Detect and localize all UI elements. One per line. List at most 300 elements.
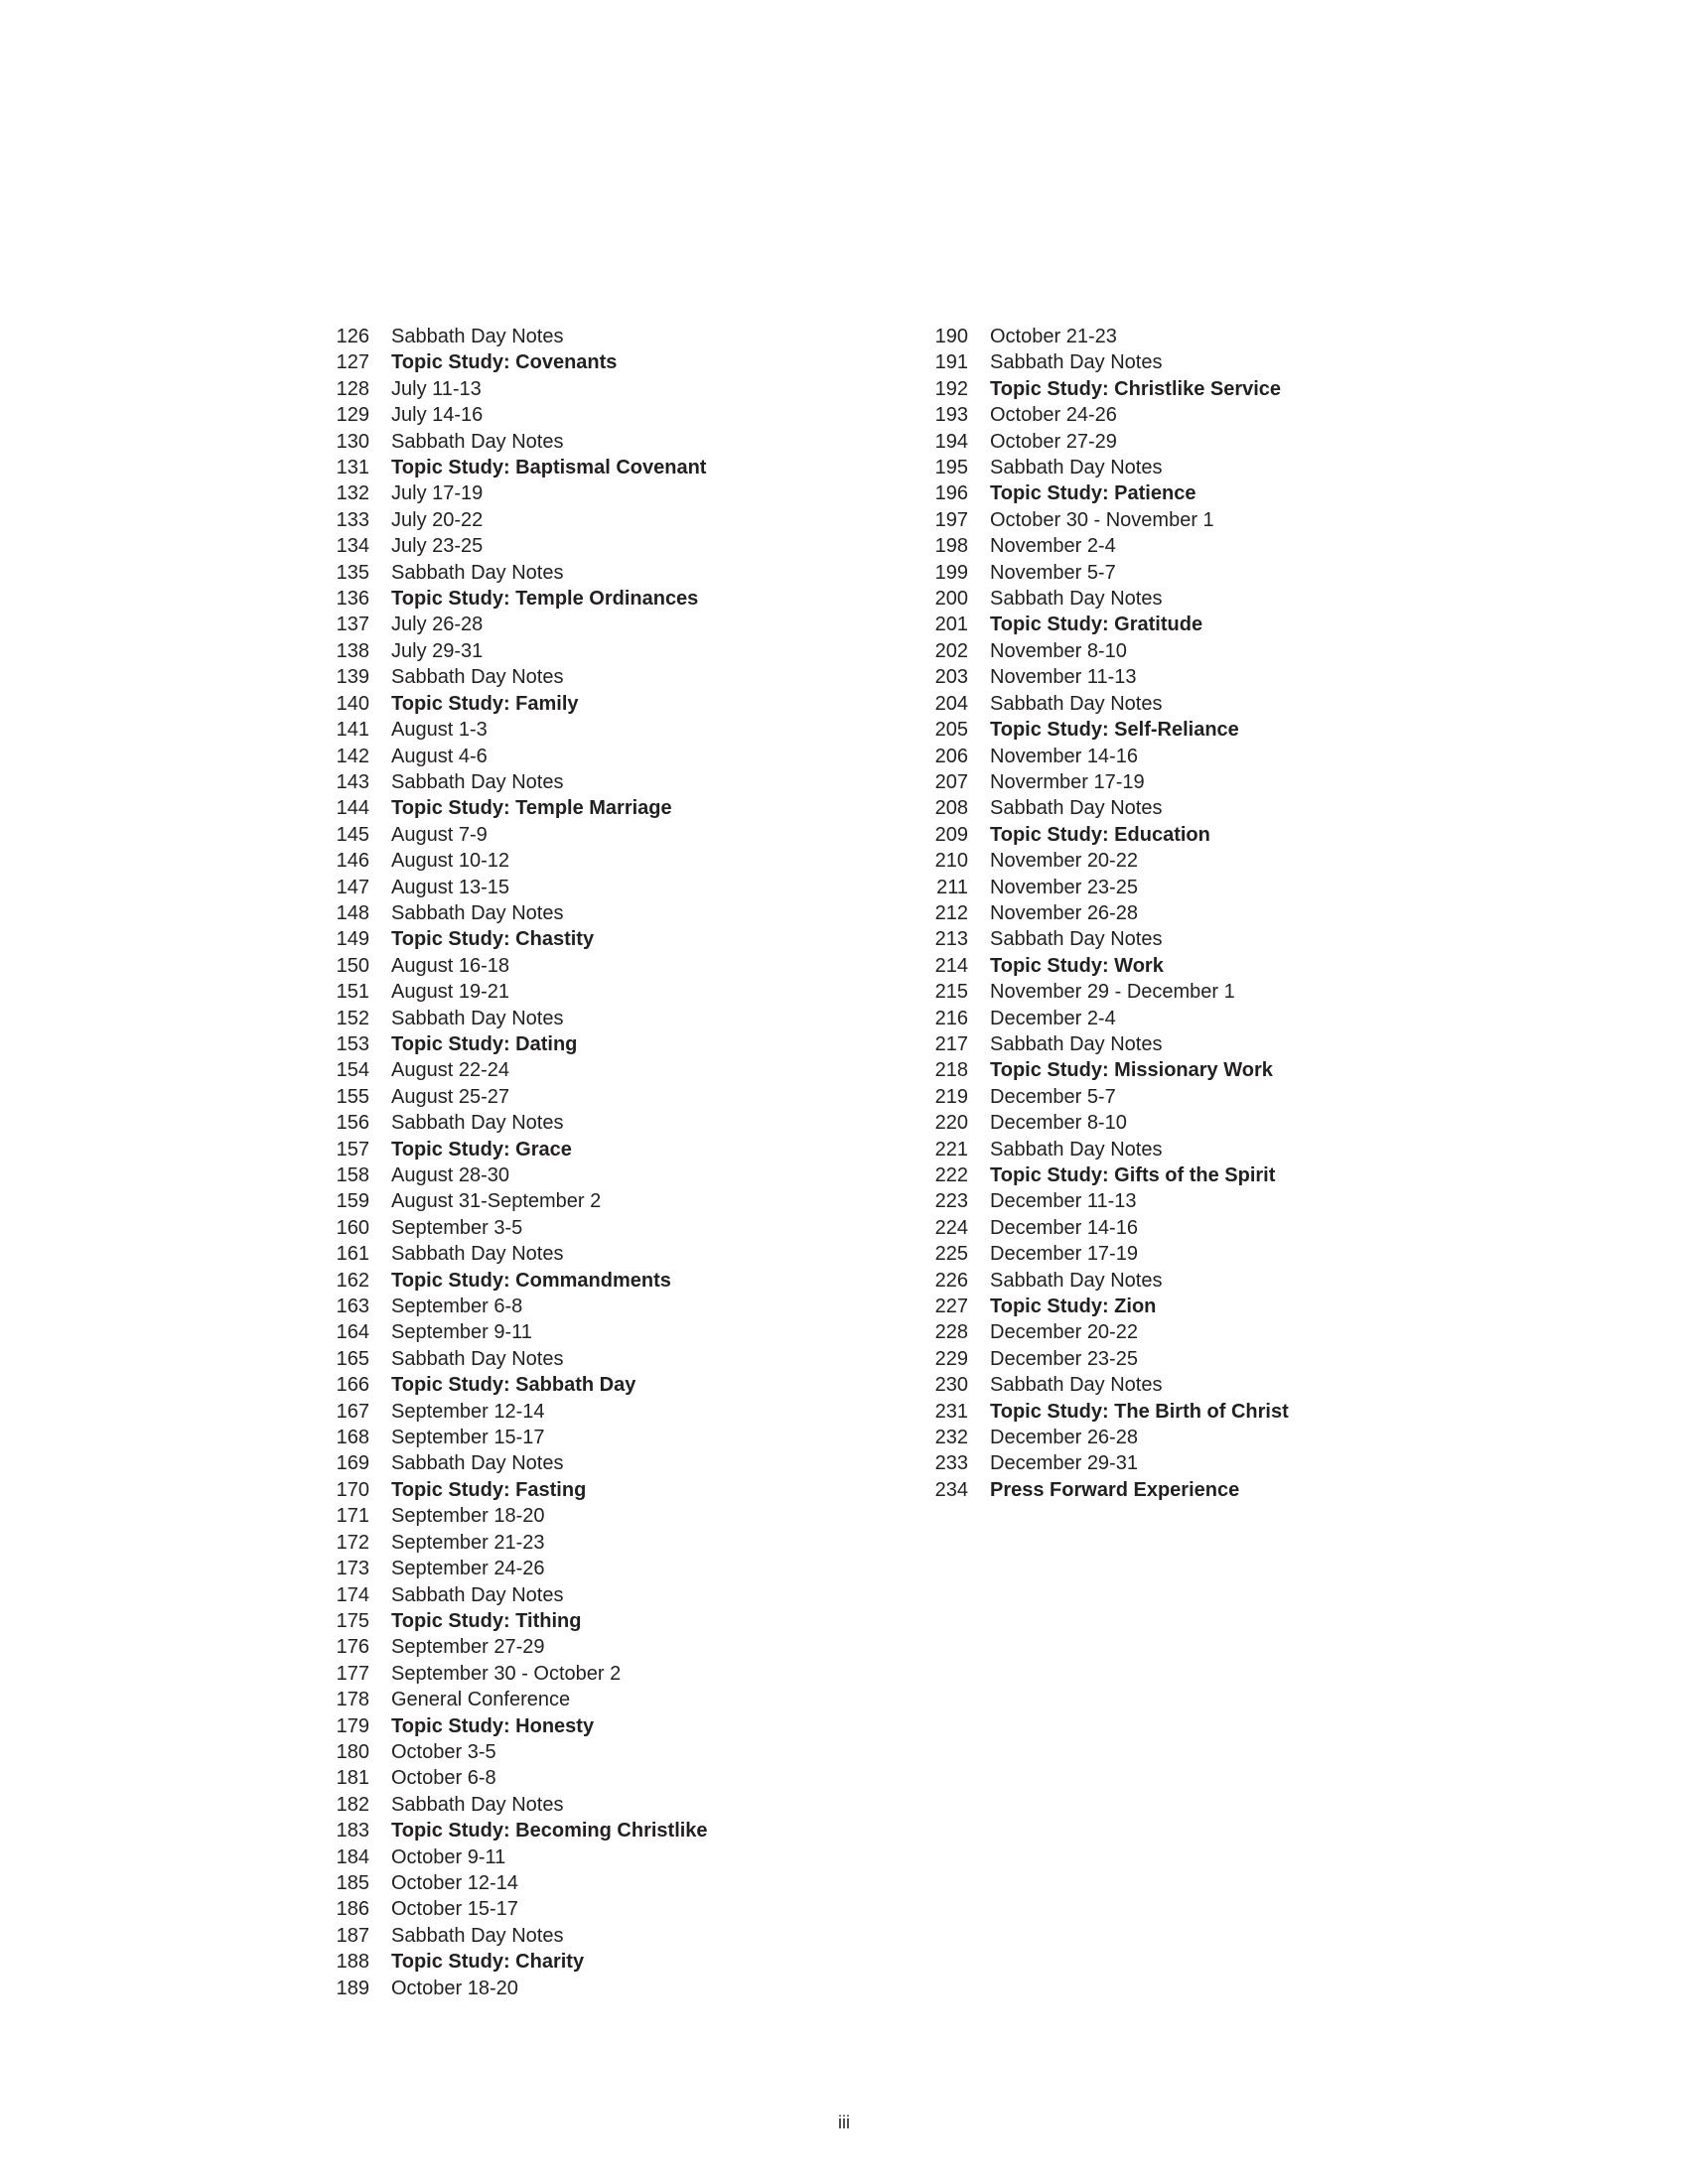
- toc-entry: [332, 691, 848, 717]
- toc-entry: [332, 1739, 848, 1765]
- toc-entry: [930, 560, 1447, 586]
- toc-entry: [332, 1399, 848, 1425]
- toc-entry-page-number: 130: [336, 430, 369, 453]
- toc-entry-title: Sabbath Day Notes: [391, 1007, 564, 1029]
- toc-entry: [930, 795, 1447, 821]
- toc-entry-page-number: 170: [336, 1478, 369, 1501]
- toc-entry-page-number: 162: [336, 1269, 369, 1292]
- toc-entry-page-number: 153: [336, 1032, 369, 1055]
- toc-entry-title: November 11-13: [990, 666, 1137, 689]
- toc-entry-title: Sabbath Day Notes: [990, 797, 1163, 820]
- toc-entry-page-number: 126: [336, 326, 369, 347]
- toc-entry-topic-title: Topic Study: Chastity: [391, 928, 595, 951]
- toc-entry-page-number: 178: [336, 1689, 369, 1711]
- toc-entry-page-number: 157: [336, 1138, 369, 1160]
- toc-entry-page-number: 150: [336, 954, 369, 977]
- toc-entry-title: August 7-9: [391, 823, 488, 846]
- toc-entry-title: December 26-28: [990, 1427, 1138, 1449]
- toc-entry: [930, 1137, 1447, 1162]
- toc-entry: [930, 848, 1447, 874]
- toc-entry: [930, 1084, 1447, 1110]
- toc-entry-topic-title: Topic Study: Gifts of the Spirit: [990, 1164, 1276, 1186]
- toc-entry: [332, 717, 848, 743]
- toc-entry: [332, 875, 848, 900]
- toc-entry-title: December 20-22: [990, 1321, 1138, 1344]
- toc-column-right: [930, 324, 1447, 1503]
- toc-entry-title: November 2-4: [990, 535, 1116, 558]
- toc-entry: [332, 1294, 848, 1319]
- toc-entry: [930, 1188, 1447, 1214]
- toc-entry: [930, 1425, 1447, 1450]
- toc-entry-page-number: 207: [934, 770, 968, 793]
- toc-entry-title: September 15-17: [391, 1427, 545, 1449]
- toc-entry-title: September 6-8: [391, 1296, 523, 1318]
- toc-entry: [930, 1006, 1447, 1031]
- toc-entry: [332, 1031, 848, 1057]
- toc-entry-title: Sabbath Day Notes: [990, 588, 1163, 611]
- toc-entry: [332, 1556, 848, 1581]
- toc-entry-page-number: 232: [934, 1427, 968, 1449]
- toc-entry: [930, 664, 1447, 690]
- toc-entry-title: October 30 - November 1: [990, 508, 1214, 531]
- toc-entry-page-number: 208: [934, 797, 968, 820]
- toc-entry: [332, 429, 848, 455]
- toc-entry-title: September 24-26: [391, 1558, 545, 1580]
- toc-entry-page-number: 133: [336, 508, 369, 531]
- toc-entry-page-number: 217: [934, 1032, 968, 1055]
- toc-entry-page-number: 185: [336, 1871, 369, 1894]
- toc-entry-topic-title: Topic Study: Grace: [391, 1138, 572, 1160]
- toc-entry: [930, 533, 1447, 559]
- toc-entry-page-number: 219: [934, 1085, 968, 1108]
- toc-entry-topic-title: Topic Study: Temple Marriage: [391, 797, 672, 820]
- toc-entry: [332, 1949, 848, 1975]
- toc-entry-page-number: 160: [336, 1216, 369, 1239]
- toc-entry-topic-title: Topic Study: Missionary Work: [990, 1059, 1273, 1082]
- toc-entry-title: September 3-5: [391, 1216, 523, 1239]
- toc-entry-page-number: 220: [934, 1112, 968, 1135]
- toc-entry-page-number: 199: [934, 561, 968, 584]
- toc-entry-page-number: 223: [934, 1190, 968, 1213]
- toc-entry-page-number: 165: [336, 1347, 369, 1370]
- toc-entry-title: Sabbath Day Notes: [990, 457, 1163, 479]
- toc-entry-page-number: 166: [336, 1374, 369, 1397]
- toc-entry-title: August 19-21: [391, 981, 509, 1004]
- toc-entry-page-number: 179: [336, 1714, 369, 1737]
- toc-entry-topic-title: Topic Study: Commandments: [391, 1269, 671, 1292]
- toc-entry-page-number: 132: [336, 482, 369, 505]
- toc-entry-topic-title: Topic Study: Zion: [990, 1296, 1157, 1318]
- toc-entry-page-number: 192: [934, 377, 968, 400]
- toc-entry: [332, 1661, 848, 1687]
- toc-entry-page-number: 147: [336, 876, 369, 898]
- toc-entry: [332, 1084, 848, 1110]
- toc-entry-page-number: 224: [934, 1216, 968, 1239]
- toc-entry-page-number: 149: [336, 928, 369, 951]
- toc-entry-topic-title: Topic Study: The Birth of Christ: [990, 1400, 1289, 1423]
- toc-entry: [332, 769, 848, 795]
- toc-entry: [332, 1923, 848, 1949]
- toc-entry-topic-title: Topic Study: Charity: [391, 1951, 585, 1974]
- toc-entry-title: December 2-4: [990, 1007, 1116, 1029]
- toc-entry: [332, 1319, 848, 1345]
- toc-entry: [930, 875, 1447, 900]
- toc-entry-title: November 8-10: [990, 639, 1127, 662]
- toc-entry: [930, 612, 1447, 637]
- toc-entry: [930, 1215, 1447, 1241]
- toc-entry-page-number: 198: [934, 535, 968, 558]
- toc-entry: [930, 1346, 1447, 1372]
- toc-entry-title: December 23-25: [990, 1347, 1138, 1370]
- toc-entry-title: General Conference: [391, 1689, 571, 1711]
- toc-entry: [332, 1792, 848, 1818]
- toc-column-left: [332, 324, 848, 2001]
- toc-entry: [930, 480, 1447, 506]
- toc-entry: [930, 1372, 1447, 1398]
- toc-entry-page-number: 174: [336, 1583, 369, 1606]
- toc-entry: [332, 1346, 848, 1372]
- toc-entry-title: December 11-13: [990, 1190, 1137, 1213]
- toc-entry: [332, 1896, 848, 1922]
- toc-entry: [930, 1294, 1447, 1319]
- toc-entry: [332, 1241, 848, 1267]
- toc-entry: [930, 1399, 1447, 1425]
- toc-entry: [332, 480, 848, 506]
- toc-entry-page-number: 194: [934, 430, 968, 453]
- toc-entry: [332, 822, 848, 848]
- toc-entry-page-number: 148: [336, 901, 369, 924]
- toc-entry: [930, 1319, 1447, 1345]
- toc-entry-page-number: 218: [934, 1059, 968, 1082]
- toc-entry-page-number: 205: [934, 719, 968, 742]
- toc-entry-page-number: 145: [336, 823, 369, 846]
- toc-entry-page-number: 222: [934, 1164, 968, 1186]
- toc-entry-topic-title: Topic Study: Gratitude: [990, 614, 1203, 636]
- toc-entry: [332, 1765, 848, 1791]
- toc-entry: [332, 1425, 848, 1450]
- toc-entry-title: Sabbath Day Notes: [391, 1583, 564, 1606]
- toc-entry: [930, 1031, 1447, 1057]
- toc-entry-page-number: 155: [336, 1085, 369, 1108]
- toc-entry-title: October 24-26: [990, 404, 1117, 427]
- toc-entry-title: November 5-7: [990, 561, 1116, 584]
- toc-entry-page-number: 156: [336, 1112, 369, 1135]
- toc-entry-title: Sabbath Day Notes: [391, 326, 564, 347]
- toc-entry-page-number: 215: [934, 981, 968, 1004]
- toc-entry-page-number: 201: [934, 614, 968, 636]
- toc-entry-title: Sabbath Day Notes: [391, 901, 564, 924]
- toc-entry-title: October 18-20: [391, 1977, 518, 1999]
- toc-entry-title: Sabbath Day Notes: [990, 692, 1163, 715]
- toc-entry-title: December 29-31: [990, 1452, 1138, 1475]
- toc-entry-page-number: 151: [336, 981, 369, 1004]
- toc-entry-title: Sabbath Day Notes: [391, 1924, 564, 1947]
- toc-entry-title: Sabbath Day Notes: [391, 1793, 564, 1816]
- toc-entry: [930, 979, 1447, 1005]
- toc-entry-title: Sabbath Day Notes: [990, 1138, 1163, 1160]
- toc-entry-page-number: 152: [336, 1007, 369, 1029]
- toc-entry-topic-title: Topic Study: Education: [990, 823, 1210, 846]
- toc-entry-title: Sabbath Day Notes: [990, 1269, 1163, 1292]
- toc-entry: [332, 507, 848, 533]
- toc-entry-page-number: 190: [934, 326, 968, 347]
- toc-entry: [332, 586, 848, 612]
- toc-entry-title: Sabbath Day Notes: [391, 1347, 564, 1370]
- toc-entry: [930, 691, 1447, 717]
- toc-entry-page-number: 230: [934, 1374, 968, 1397]
- toc-entry-topic-title: Press Forward Experience: [990, 1478, 1240, 1501]
- toc-entry-title: August 4-6: [391, 745, 488, 767]
- toc-entry-title: October 3-5: [391, 1740, 496, 1763]
- toc-entry-page-number: 188: [336, 1951, 369, 1974]
- toc-entry: [332, 455, 848, 480]
- toc-entry-title: September 27-29: [391, 1636, 545, 1659]
- toc-entry: [930, 1477, 1447, 1503]
- toc-entry: [332, 1976, 848, 2001]
- toc-entry-page-number: 163: [336, 1296, 369, 1318]
- toc-entry: [332, 1450, 848, 1476]
- toc-entry-title: Sabbath Day Notes: [391, 1452, 564, 1475]
- toc-entry-page-number: 226: [934, 1269, 968, 1292]
- toc-entry-title: November 14-16: [990, 745, 1138, 767]
- toc-entry-page-number: 231: [934, 1400, 968, 1423]
- toc-entry-page-number: 189: [336, 1977, 369, 1999]
- toc-entry-page-number: 212: [934, 901, 968, 924]
- toc-entry-topic-title: Topic Study: Family: [391, 692, 579, 715]
- toc-entry-page-number: 158: [336, 1164, 369, 1186]
- toc-entry-page-number: 233: [934, 1452, 968, 1475]
- toc-entry-title: July 14-16: [391, 404, 484, 427]
- toc-entry-title: November 29 - December 1: [990, 981, 1235, 1004]
- toc-entry-page-number: 180: [336, 1740, 369, 1763]
- toc-entry-page-number: 221: [934, 1138, 968, 1160]
- page-number: iii: [838, 2113, 850, 2132]
- toc-entry-page-number: 176: [336, 1636, 369, 1659]
- toc-entry-page-number: 191: [934, 351, 968, 374]
- toc-entry-page-number: 127: [336, 351, 369, 374]
- toc-entry: [930, 429, 1447, 455]
- toc-entry: [930, 349, 1447, 375]
- toc-entry: [930, 1450, 1447, 1476]
- toc-entry-page-number: 142: [336, 745, 369, 767]
- toc-entry: [930, 638, 1447, 664]
- toc-entry-title: December 8-10: [990, 1112, 1127, 1135]
- toc-entry-page-number: 136: [336, 588, 369, 611]
- toc-entry: [930, 1110, 1447, 1136]
- toc-entry-title: July 26-28: [391, 614, 484, 636]
- toc-entry-title: Sabbath Day Notes: [990, 351, 1163, 374]
- toc-entry: [332, 664, 848, 690]
- toc-entry: [930, 744, 1447, 769]
- toc-entry-title: Sabbath Day Notes: [990, 1374, 1163, 1397]
- toc-entry-page-number: 143: [336, 770, 369, 793]
- toc-entry: [332, 1110, 848, 1136]
- toc-entry-page-number: 211: [936, 876, 968, 898]
- toc-entry: [332, 349, 848, 375]
- toc-entry-title: October 12-14: [391, 1871, 518, 1894]
- toc-entry-title: December 5-7: [990, 1085, 1116, 1108]
- toc-entry-page-number: 167: [336, 1400, 369, 1423]
- toc-entry-page-number: 234: [934, 1478, 968, 1501]
- toc-entry: [332, 560, 848, 586]
- toc-entry-page-number: 144: [336, 797, 369, 820]
- toc-entry-title: Sabbath Day Notes: [391, 561, 564, 584]
- toc-entry-topic-title: Topic Study: Work: [990, 954, 1164, 977]
- toc-entry: [930, 455, 1447, 480]
- toc-entry: [332, 979, 848, 1005]
- toc-entry-page-number: 154: [336, 1059, 369, 1082]
- toc-entry: [332, 638, 848, 664]
- toc-entry: [332, 1268, 848, 1294]
- toc-entry: [332, 1713, 848, 1739]
- toc-entry-topic-title: Topic Study: Temple Ordinances: [391, 588, 699, 611]
- toc-entry-page-number: 137: [336, 614, 369, 636]
- toc-entry-title: Sabbath Day Notes: [990, 928, 1163, 951]
- toc-entry-title: Sabbath Day Notes: [391, 430, 564, 453]
- toc-entry-page-number: 187: [336, 1924, 369, 1947]
- toc-entry-page-number: 209: [934, 823, 968, 846]
- toc-entry-title: August 13-15: [391, 876, 509, 898]
- toc-entry-page-number: 196: [934, 482, 968, 505]
- toc-entry: [930, 586, 1447, 612]
- toc-entry: [332, 1582, 848, 1608]
- toc-entry: [332, 612, 848, 637]
- toc-entry-title: August 31-September 2: [391, 1190, 602, 1213]
- toc-entry-page-number: 203: [934, 666, 968, 689]
- toc-entry-topic-title: Topic Study: Tithing: [391, 1609, 582, 1632]
- toc-entry-page-number: 195: [934, 457, 968, 479]
- toc-entry: [930, 822, 1447, 848]
- toc-entry-page-number: 173: [336, 1558, 369, 1580]
- toc-entry-page-number: 197: [934, 508, 968, 531]
- toc-entry-page-number: 216: [934, 1007, 968, 1029]
- toc-entry-title: October 9-11: [391, 1845, 506, 1868]
- toc-entry-page-number: 228: [934, 1321, 968, 1344]
- toc-entry-page-number: 193: [934, 404, 968, 427]
- toc-entry-title: July 11-13: [391, 377, 482, 400]
- toc-entry-page-number: 172: [336, 1531, 369, 1554]
- toc-entry-page-number: 140: [336, 692, 369, 715]
- toc-entry: [332, 1477, 848, 1503]
- toc-entry-title: July 17-19: [391, 482, 484, 505]
- toc-entry-page-number: 229: [934, 1347, 968, 1370]
- toc-entry: [930, 769, 1447, 795]
- toc-entry: [930, 507, 1447, 533]
- toc-entry: [332, 1530, 848, 1556]
- toc-entry-page-number: 128: [336, 377, 369, 400]
- toc-entry-page-number: 186: [336, 1898, 369, 1921]
- toc-entry: [930, 900, 1447, 926]
- toc-entry: [332, 953, 848, 979]
- toc-entry-title: October 21-23: [990, 326, 1117, 347]
- toc-entry: [930, 1241, 1447, 1267]
- toc-entry-page-number: 135: [336, 561, 369, 584]
- toc-entry-page-number: 175: [336, 1609, 369, 1632]
- toc-entry-title: November 23-25: [990, 876, 1138, 898]
- toc-entry-page-number: 168: [336, 1427, 369, 1449]
- toc-entry: [332, 848, 848, 874]
- toc-entry-page-number: 138: [336, 639, 369, 662]
- toc-entry-title: August 10-12: [391, 850, 509, 873]
- toc-entry-page-number: 159: [336, 1190, 369, 1213]
- toc-entry-title: September 18-20: [391, 1505, 545, 1528]
- toc-entry: [332, 1608, 848, 1634]
- toc-entry: [332, 1503, 848, 1529]
- toc-entry-page-number: 202: [934, 639, 968, 662]
- toc-entry-topic-title: Topic Study: Self-Reliance: [990, 719, 1239, 742]
- toc-entry: [930, 324, 1447, 349]
- toc-entry-topic-title: Topic Study: Baptismal Covenant: [391, 457, 707, 479]
- toc-entry: [930, 953, 1447, 979]
- toc-entry-title: September 9-11: [391, 1321, 532, 1344]
- toc-entry-title: Sabbath Day Notes: [391, 1243, 564, 1266]
- toc-entry-page-number: 227: [934, 1296, 968, 1318]
- toc-entry-title: December 17-19: [990, 1243, 1138, 1266]
- toc-entry-title: August 25-27: [391, 1085, 509, 1108]
- toc-entry-page-number: 206: [934, 745, 968, 767]
- toc-entry: [332, 1215, 848, 1241]
- toc-entry-page-number: 161: [336, 1243, 369, 1266]
- toc-entry: [930, 1162, 1447, 1188]
- toc-entry-page-number: 131: [336, 457, 369, 479]
- toc-entry-topic-title: Topic Study: Christlike Service: [990, 377, 1282, 400]
- toc-entry-title: July 20-22: [391, 508, 484, 531]
- toc-entry-title: Sabbath Day Notes: [391, 666, 564, 689]
- toc-entry-page-number: 214: [934, 954, 968, 977]
- toc-entry-page-number: 129: [336, 404, 369, 427]
- toc-entry-title: Novermber 17-19: [990, 770, 1145, 793]
- toc-entry: [930, 717, 1447, 743]
- toc-entry: [332, 1634, 848, 1660]
- toc-entry-title: Sabbath Day Notes: [990, 1032, 1163, 1055]
- toc-entry-page-number: 182: [336, 1793, 369, 1816]
- toc-entry-page-number: 183: [336, 1820, 369, 1843]
- toc-entry-title: October 15-17: [391, 1898, 518, 1921]
- toc-entry-page-number: 146: [336, 850, 369, 873]
- toc-entry-page-number: 134: [336, 535, 369, 558]
- toc-entry-title: September 21-23: [391, 1531, 545, 1554]
- toc-entry-page-number: 184: [336, 1845, 369, 1868]
- toc-entry-page-number: 141: [336, 719, 369, 742]
- toc-entry-title: October 27-29: [990, 430, 1117, 453]
- toc-entry-topic-title: Topic Study: Honesty: [391, 1714, 595, 1737]
- toc-entry-page-number: 210: [934, 850, 968, 873]
- toc-entry-title: July 23-25: [391, 535, 484, 558]
- toc-entry-title: Sabbath Day Notes: [391, 770, 564, 793]
- toc-entry: [930, 926, 1447, 952]
- toc-entry: [332, 1687, 848, 1712]
- toc-entry: [332, 376, 848, 402]
- toc-entry-title: July 29-31: [391, 639, 484, 662]
- toc-entry: [332, 1006, 848, 1031]
- toc-entry-topic-title: Topic Study: Patience: [990, 482, 1196, 505]
- toc-entry: [332, 1870, 848, 1896]
- toc-entry-page-number: 213: [934, 928, 968, 951]
- toc-entry: [332, 1057, 848, 1083]
- toc-entry-title: November 20-22: [990, 850, 1138, 873]
- toc-entry-page-number: 139: [336, 666, 369, 689]
- toc-entry: [332, 324, 848, 349]
- toc-entry: [930, 402, 1447, 428]
- toc-entry: [930, 1268, 1447, 1294]
- toc-entry-title: August 16-18: [391, 954, 509, 977]
- toc-entry: [332, 1372, 848, 1398]
- toc-entry-title: October 6-8: [391, 1767, 496, 1790]
- toc-entry-topic-title: Topic Study: Fasting: [391, 1478, 587, 1501]
- toc-entry-topic-title: Topic Study: Dating: [391, 1032, 578, 1055]
- toc-entry-title: August 1-3: [391, 719, 488, 742]
- toc-entry-topic-title: Topic Study: Becoming Christlike: [391, 1820, 708, 1843]
